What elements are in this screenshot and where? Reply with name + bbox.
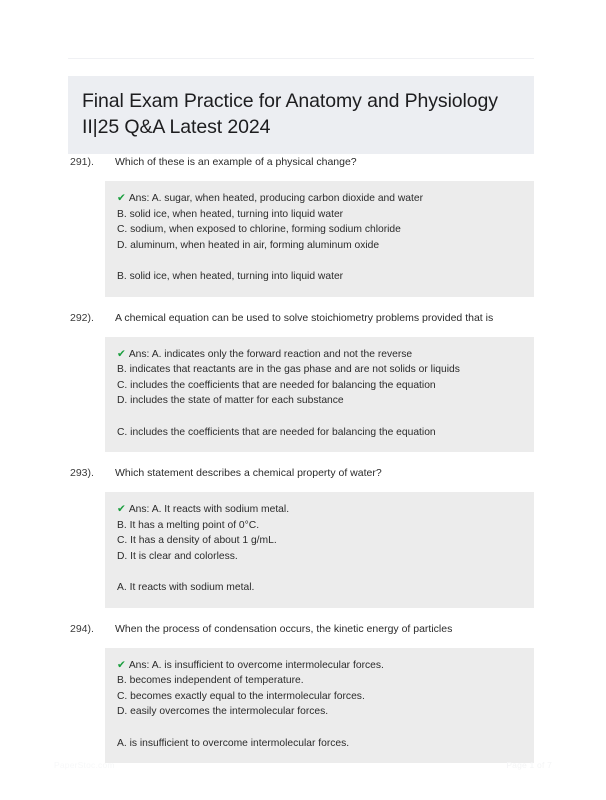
answer-prefix: Ans: <box>128 504 150 515</box>
answer-prefix: Ans: <box>128 659 150 671</box>
option-text: C. It has a density of about 1 g/mL. <box>117 535 277 546</box>
option-text: D. easily overcomes the intermolecular forces. <box>117 706 329 717</box>
question-number: 292). <box>70 311 94 324</box>
watermark-text: PaperStoc.com <box>54 760 115 770</box>
option-text: A. sugar, when heated, producing carbon dioxide and water <box>151 193 424 204</box>
answer-prefix: Ans: <box>128 193 150 204</box>
question-heading <box>0 622 606 648</box>
question-heading <box>0 466 606 492</box>
option-row <box>105 207 534 223</box>
question-block <box>0 622 606 764</box>
question-block <box>0 311 606 453</box>
question-block <box>0 466 606 608</box>
option-text: A. It reacts with sodium metal. <box>151 504 290 515</box>
check-icon: ✔ <box>117 347 126 360</box>
question-number: 291). <box>70 156 94 168</box>
option-text: C. includes the coefficients that are needed for balancing the equation <box>117 379 436 391</box>
option-row <box>105 689 534 705</box>
option-row <box>105 518 534 534</box>
restated-answer: B. solid ice, when heated, turning into liquid water <box>117 271 344 282</box>
option-text: B. It has a melting point of 0°C. <box>117 519 260 531</box>
option-row-correct <box>105 658 534 674</box>
answer-prefix: Ans: <box>128 348 150 360</box>
option-row <box>105 549 534 565</box>
answer-box <box>105 492 534 608</box>
answer-box <box>105 181 534 297</box>
question-number: 293). <box>70 467 94 479</box>
option-text: B. indicates that reactants are in the gas phase and are not solids or liquids <box>117 364 460 375</box>
page-number-label: Page 1 of 7 <box>506 760 552 770</box>
question-heading <box>0 155 606 181</box>
question-number: 294). <box>70 622 94 635</box>
option-row <box>105 222 534 238</box>
header-divider <box>68 58 534 59</box>
option-text: B. becomes independent of temperature. <box>117 675 304 686</box>
question-block <box>0 155 606 297</box>
restated-answer: C. includes the coefficients that are needed for balancing the equation <box>117 426 436 438</box>
check-icon: ✔ <box>117 192 126 204</box>
document-title-banner <box>68 76 534 154</box>
option-row <box>105 533 534 549</box>
question-prompt: A chemical equation can be used to solve stoichiometry problems provided that is <box>115 311 494 324</box>
option-row <box>105 704 534 720</box>
option-row-correct <box>105 191 534 207</box>
question-prompt: Which of these is an example of a physical change? <box>115 156 357 168</box>
page-footer <box>0 752 606 800</box>
option-text: D. It is clear and colorless. <box>117 550 238 562</box>
option-row <box>105 673 534 689</box>
option-text: B. solid ice, when heated, turning into liquid water <box>117 208 344 220</box>
option-text: A. is insufficient to overcome intermolecular forces. <box>151 659 384 671</box>
questions-container <box>0 155 606 777</box>
question-prompt: Which statement describes a chemical property of water? <box>115 467 382 479</box>
option-text: D. aluminum, when heated in air, forming aluminum oxide <box>117 239 380 251</box>
restated-answer: A. is insufficient to overcome intermolecular forces. <box>117 737 350 749</box>
answer-box <box>105 648 534 764</box>
page-title: Final Exam Practice for Anatomy and Physiology II|25 Q&A Latest 2024 <box>82 90 498 138</box>
check-icon: ✔ <box>117 503 126 515</box>
option-row <box>105 238 534 254</box>
option-text: A. indicates only the forward reaction and not the reverse <box>151 348 413 360</box>
option-row-correct <box>105 502 534 518</box>
option-row <box>105 378 534 394</box>
option-text: C. sodium, when exposed to chlorine, forming sodium chloride <box>117 224 401 235</box>
option-text: C. becomes exactly equal to the intermolecular forces. <box>117 690 365 702</box>
question-prompt: When the process of condensation occurs, the kinetic energy of particles <box>115 622 453 635</box>
option-row <box>105 362 534 378</box>
question-heading <box>0 311 606 337</box>
restated-answer: A. It reacts with sodium metal. <box>117 582 255 593</box>
option-text: D. includes the state of matter for each substance <box>117 395 344 406</box>
answer-box <box>105 337 534 453</box>
option-row <box>105 393 534 409</box>
check-icon: ✔ <box>117 658 126 671</box>
option-row-correct <box>105 347 534 363</box>
